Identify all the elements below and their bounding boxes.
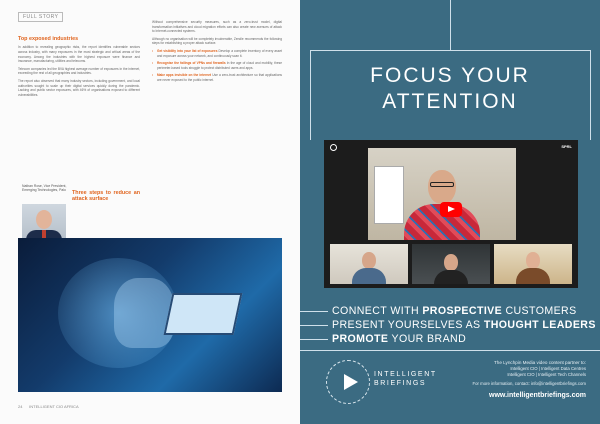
info-line: Intelligent CIO | Intelligent Data Centres xyxy=(510,366,586,371)
benefit-item-1: CONNECT WITH PROSPECTIVE CUSTOMERS xyxy=(332,305,577,317)
video-call-thumbnail[interactable] xyxy=(324,140,578,288)
steps-list xyxy=(152,49,282,83)
divider xyxy=(300,325,328,326)
magazine-title: INTELLIGENT CIO AFRICA xyxy=(29,404,79,409)
right-page-advert xyxy=(300,0,600,424)
logo-wordmark: INTELLIGENT BRIEFINGS xyxy=(374,371,437,387)
list-item-title: Make apps invisible on the internet xyxy=(157,73,212,78)
info-line: Intelligent CIO | Intelligent Tech Channels xyxy=(507,372,586,377)
page-footer xyxy=(18,404,79,409)
list-item xyxy=(152,73,282,82)
paragraph: Telecom companies led the BVA highest average number of exposures in the internet, exceeding the rest of all geographies and industries. xyxy=(18,66,140,76)
divider xyxy=(300,311,328,312)
benefit-item-2: PRESENT YOURSELVES AS THOUGHT LEADERS xyxy=(332,319,596,331)
page-number: 24 xyxy=(18,404,23,409)
logo-play-icon xyxy=(344,374,358,390)
divider xyxy=(300,350,600,351)
list-item-title: Recognise the failings of VPNs and firewalls xyxy=(157,61,226,66)
section-tag: FULL STORY xyxy=(18,12,63,22)
video-tile xyxy=(494,244,572,284)
paragraph: Although no organisation will be completely invulnerable, Zendle recommends the following steps for establishing a proper attack surface. xyxy=(152,36,282,46)
contact-info xyxy=(436,360,586,401)
intelligent-briefings-logo xyxy=(326,360,437,410)
list-item-title: Get visibility into your list of exposures xyxy=(157,48,218,53)
cyber-hand-photo xyxy=(18,238,282,392)
info-line: For more information, contact: info@intelligentbriefings.com xyxy=(472,381,586,386)
play-icon[interactable] xyxy=(440,202,462,217)
paragraph: In addition to revealing geographic risks, the report identifies vulnerable sectors across industry, with many exposures in the most strategic and critical areas of the economy. Among the industries with the highest exposure were finance and insurance, manufacturing, utilities and telecoms. xyxy=(18,45,140,64)
video-tile xyxy=(330,244,408,284)
paragraph: The report also observed that many industry sectors, including government, and local authorities sought to scale up their digital services quickly during the pandemic. Lacking and public sector exposures, with 46% of organisations exposed to different vulnerabilities. xyxy=(18,78,140,97)
portrait-caption: Nathan Rose, Vice President, Emerging Technologies, Palo xyxy=(22,184,67,193)
video-badge: SPRL xyxy=(561,144,572,149)
list-item xyxy=(152,49,282,58)
heading-three-steps: Three steps to reduce an attack surface xyxy=(72,190,140,203)
website-link[interactable]: www.intelligentbriefings.com xyxy=(489,392,586,399)
article-column-left xyxy=(18,32,140,170)
article-column-right xyxy=(152,20,282,240)
frame-line xyxy=(450,0,451,50)
list-item-text: Develop a complete inventory of every asset and exposure across your network, and continuously scan it. xyxy=(157,48,282,58)
heading-top-exposed-industries: Top exposed industries xyxy=(18,36,79,42)
frame-line xyxy=(310,50,590,51)
list-item-text: Use a zero-trust architecture so that applications are never exposed to the public internet. xyxy=(157,73,282,82)
list-item xyxy=(152,61,282,70)
article-column-left-lower xyxy=(72,186,140,208)
headline-line-2: ATTENTION xyxy=(382,90,518,113)
video-tile-main xyxy=(368,148,516,240)
list-item-text: In the age of cloud and mobility, these perimeter-based tools struggle to protect distributed users and apps. xyxy=(157,61,282,70)
benefit-item-3: PROMOTE YOUR BRAND xyxy=(332,333,467,345)
divider xyxy=(300,339,328,340)
headline-line-1: FOCUS YOUR xyxy=(370,64,530,87)
info-lead: The Lynchpin Media video content partner to: xyxy=(493,360,586,365)
video-tile xyxy=(412,244,490,284)
paragraph: Without comprehensive security measures, such as a zero-trust model, digital transformation initiatives and cloud migration efforts can also create new avenues of attack to Internet-connected systems. xyxy=(152,20,282,34)
channel-logo-icon xyxy=(330,144,337,151)
